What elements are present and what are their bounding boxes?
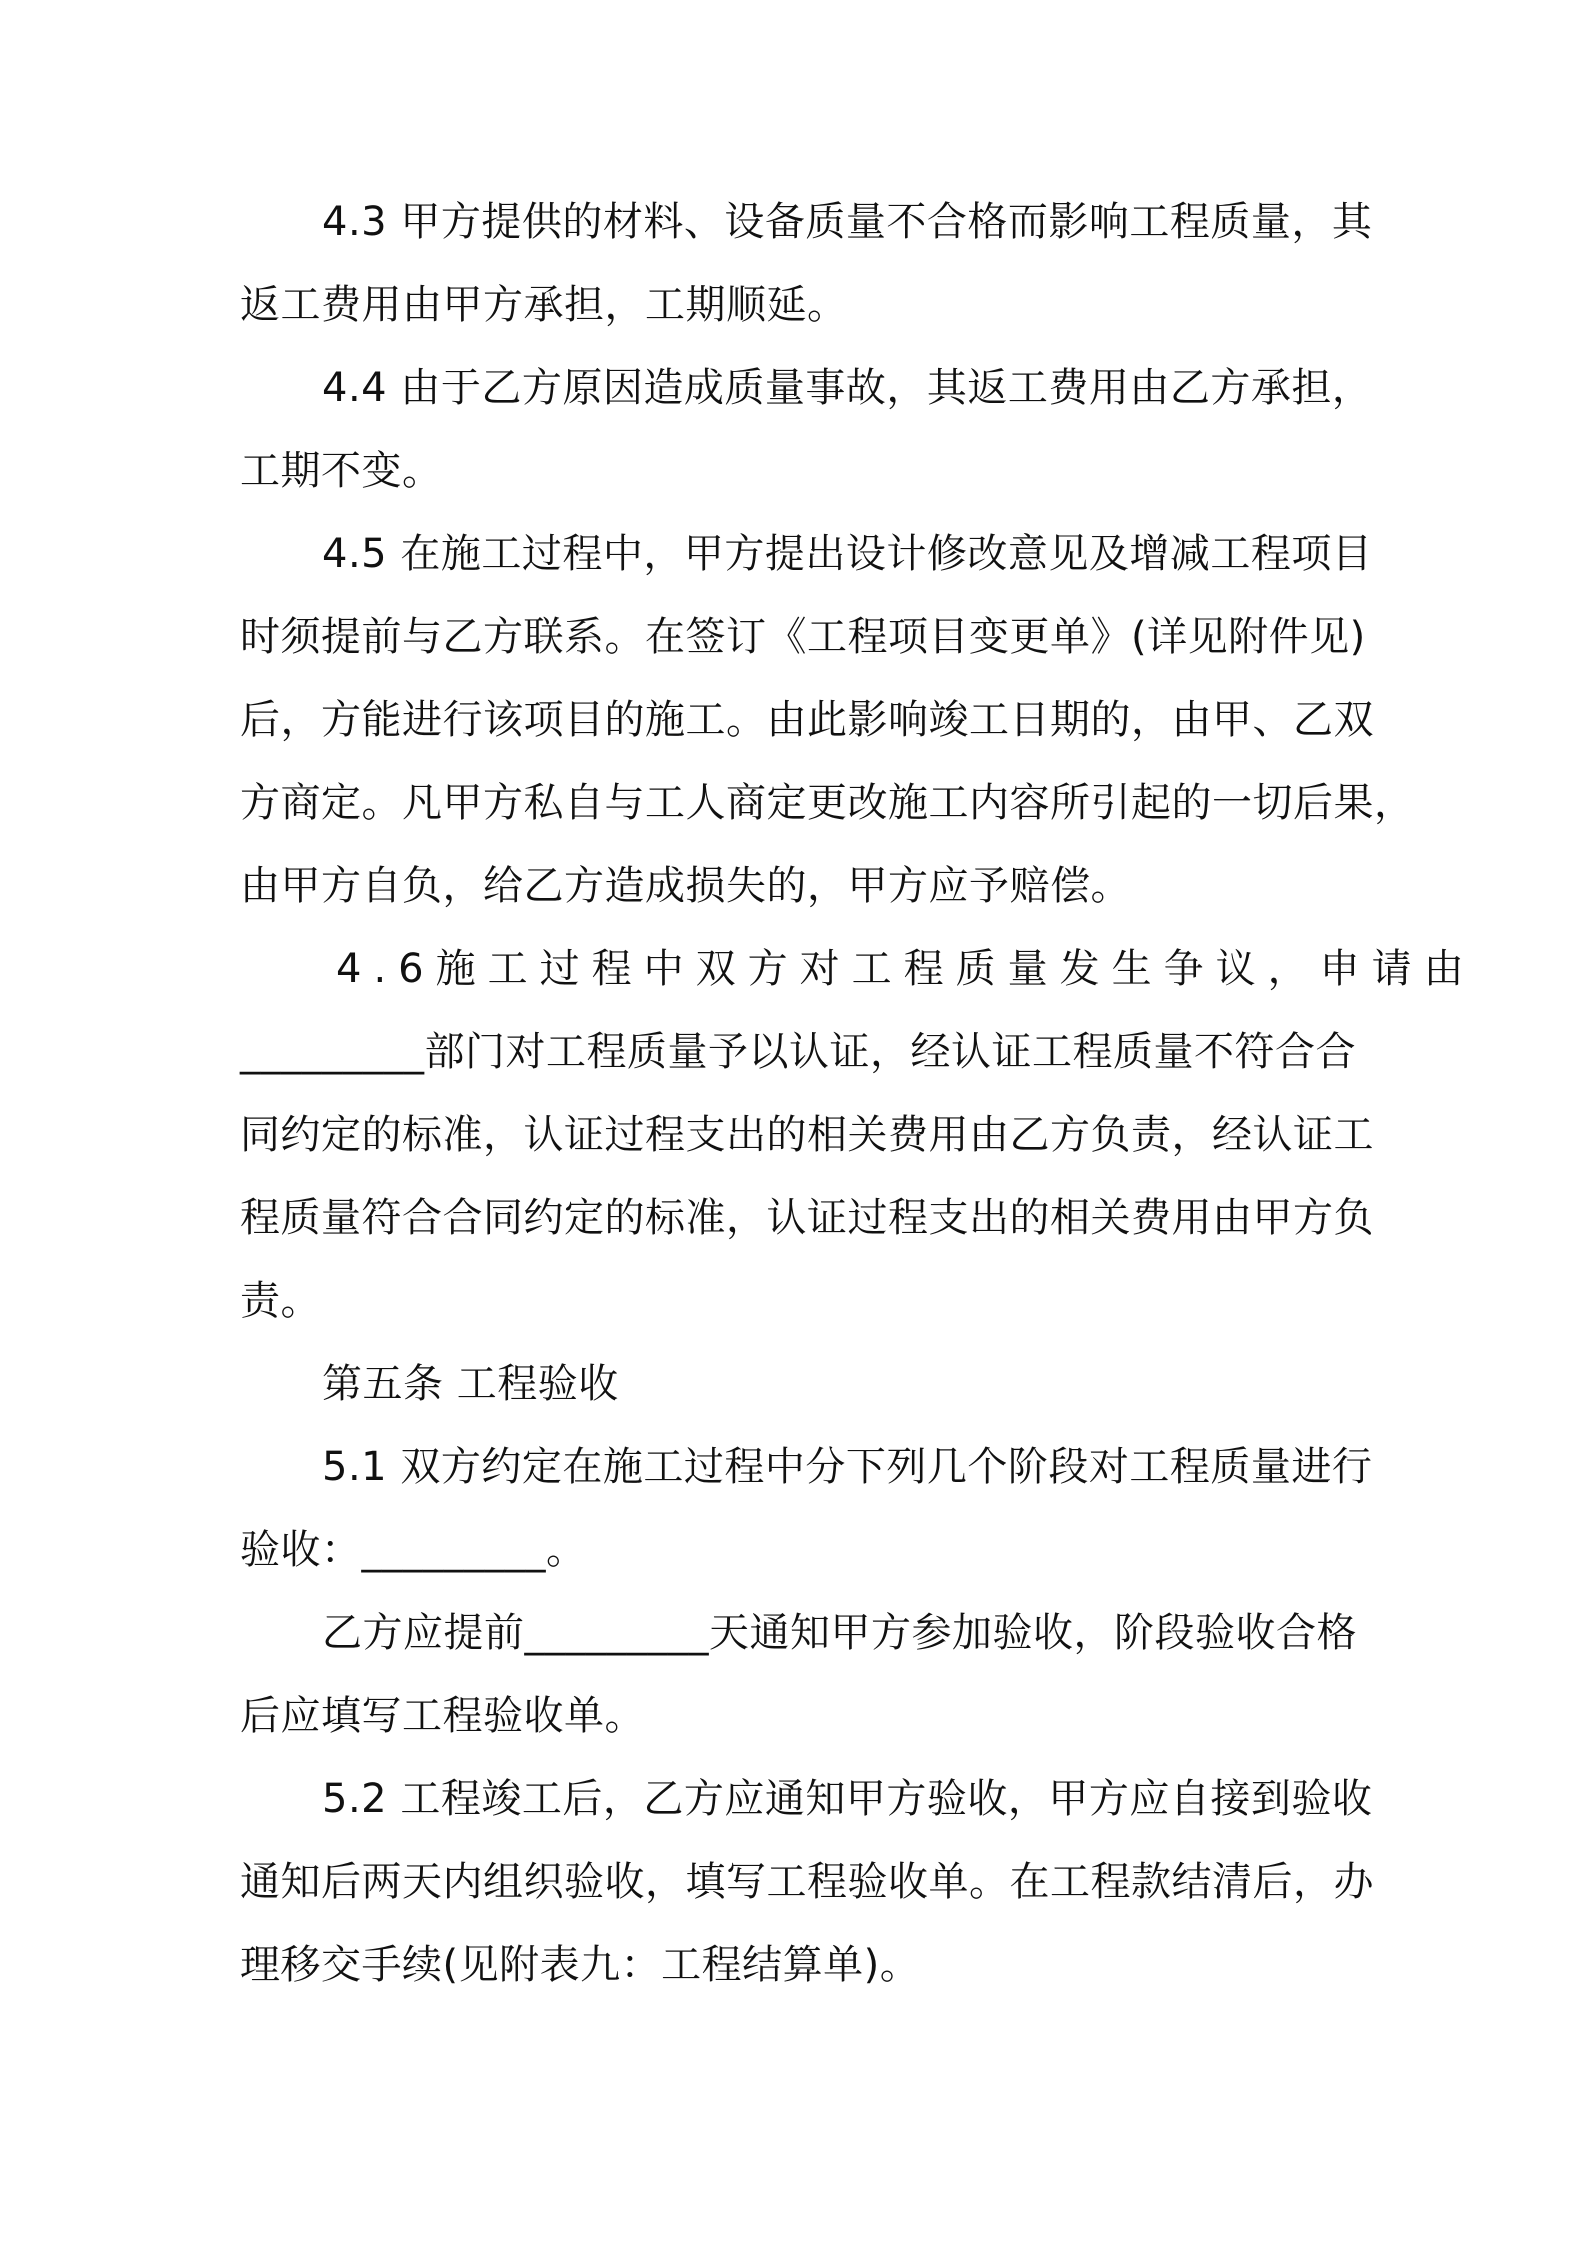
clause-4-5-line-2: 时须提前与乙方联系。在签订《工程项目变更单》(详见附件见)	[240, 614, 1366, 660]
clause-4-6-line-1: 4.6施工过程中双方对工程质量发生争议，申请由	[336, 946, 1476, 992]
notice-line-2: 后应填写工程验收单。	[240, 1693, 645, 1739]
clause-4-5-line-5: 由甲方自负，给乙方造成损失的，甲方应予赔偿。	[240, 863, 1131, 909]
clause-4-4-line-2: 工期不变。	[240, 448, 443, 494]
clause-5-2-line-2: 通知后两天内组织验收，填写工程验收单。在工程款结清后，办	[240, 1859, 1374, 1905]
clause-5-2-line-1: 5.2 工程竣工后，乙方应通知甲方验收，甲方应自接到验收	[322, 1776, 1373, 1822]
article-5-heading: 第五条 工程验收	[322, 1361, 619, 1407]
clause-5-1-line-1: 5.1 双方约定在施工过程中分下列几个阶段对工程质量进行	[322, 1444, 1373, 1490]
clause-4-5-line-1: 4.5 在施工过程中，甲方提出设计修改意见及增减工程项目	[322, 531, 1373, 577]
clause-4-6-line-4: 程质量符合合同约定的标准，认证过程支出的相关费用由甲方负	[240, 1195, 1374, 1241]
clause-4-6-line-2: _________部门对工程质量予以认证，经认证工程质量不符合合	[240, 1029, 1356, 1075]
clause-4-4-line-1: 4.4 由于乙方原因造成质量事故，其返工费用由乙方承担，	[322, 365, 1373, 411]
clause-5-2-line-3: 理移交手续(见附表九：工程结算单)。	[240, 1942, 921, 1988]
clause-4-5-line-3: 后，方能进行该项目的施工。由此影响竣工日期的，由甲、乙双	[240, 697, 1374, 743]
clause-5-1-line-2: 验收：_________。	[240, 1527, 587, 1573]
clause-4-3-line-2: 返工费用由甲方承担，工期顺延。	[240, 282, 848, 328]
notice-line-1: 乙方应提前_________天通知甲方参加验收，阶段验收合格	[322, 1610, 1357, 1656]
clause-4-3-line-1: 4.3 甲方提供的材料、设备质量不合格而影响工程质量，其	[322, 199, 1373, 245]
clause-4-6-line-5: 责。	[240, 1278, 321, 1324]
clause-4-6-line-3: 同约定的标准，认证过程支出的相关费用由乙方负责，经认证工	[240, 1112, 1374, 1158]
clause-4-5-line-4: 方商定。凡甲方私自与工人商定更改施工内容所引起的一切后果，	[240, 780, 1415, 826]
